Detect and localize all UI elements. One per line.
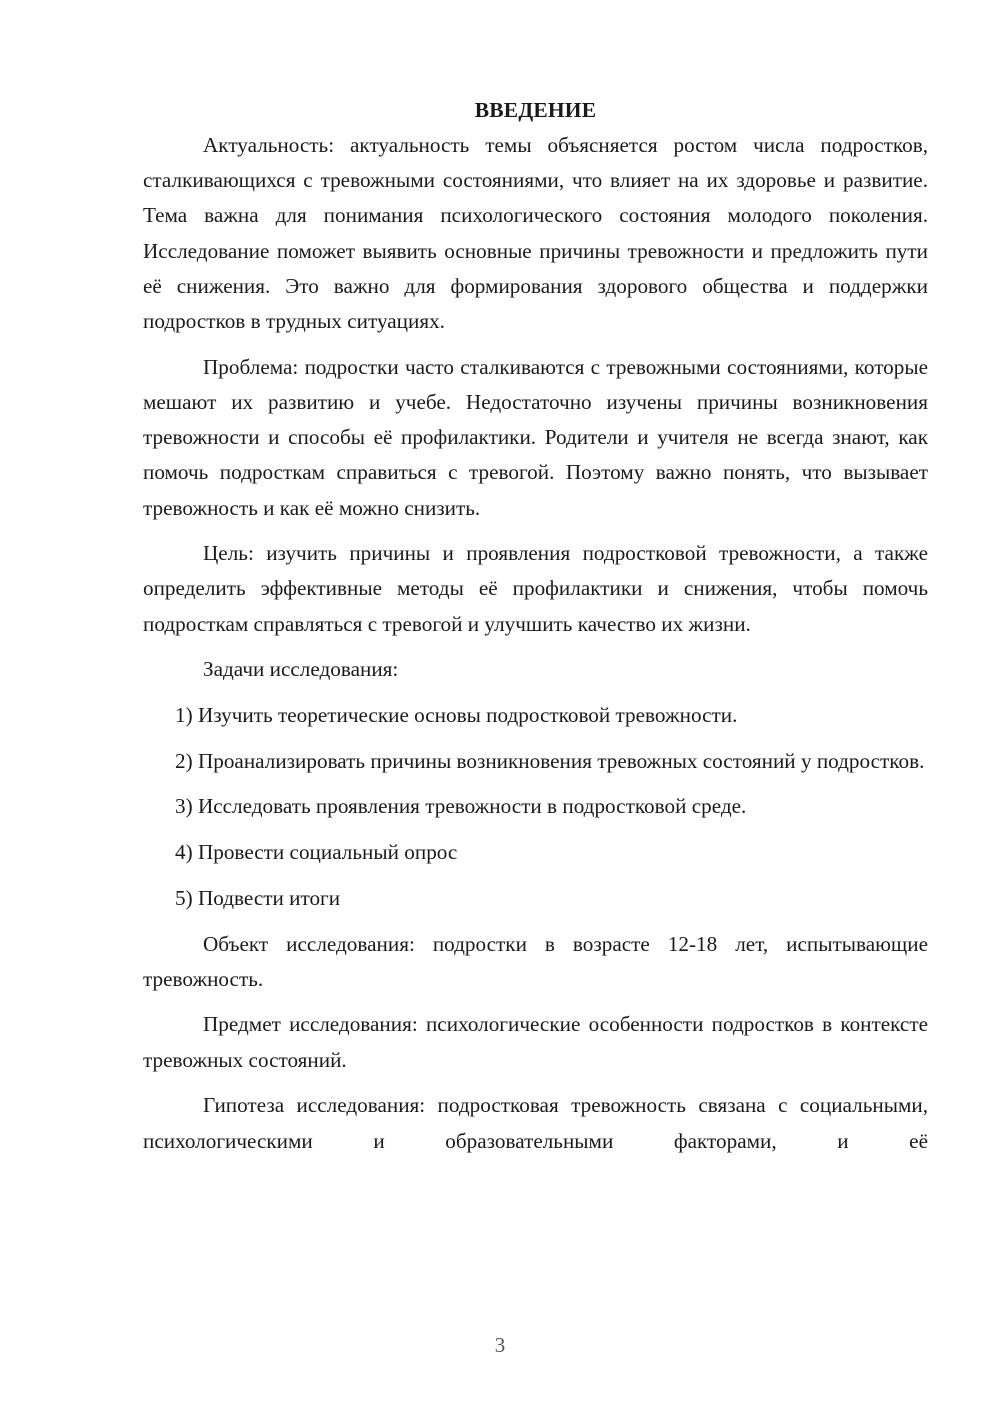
paragraph-problem: Проблема: подростки часто сталкиваются с тревожными состояниями, которые мешают их развитию и учебе. Недостаточно изучены причины возникновения тревожности и способы её профилактики. Родители и учителя не всегда знают, как помочь подросткам справиться с тревогой. Поэтому важно понять, что вызывает тревожность и как её можно снизить. [143,354,928,520]
paragraph-hypothesis: Гипотеза исследования: подростковая тревожность связана с социальными, психологическими и образовательными факторами, и её [143,1093,928,1153]
task-item-2: 2) Проанализировать причины возникновения тревожных состояний у подростков. [175,748,925,773]
paragraph-relevance: Актуальность: актуальность темы объясняется ростом числа подростков, сталкивающихся с тревожными состояниями, что влияет на их здоровье и развитие. Тема важна для понимания психологического состояния молодого поколения. Исследование поможет выявить основные причины тревожности и предложить пути её снижения. Это важно для формирования здорового общества и поддержки подростков в трудных ситуациях. [143,133,928,334]
section-title: ВВЕДЕНИЕ [474,98,597,122]
task-item-5: 5) Подвести итоги [175,885,341,910]
page-number: 3 [494,1333,506,1357]
paragraph-subject: Предмет исследования: психологические особенности подростков в контексте тревожных состояний. [143,1012,928,1072]
task-item-1: 1) Изучить теоретические основы подростковой тревожности. [175,703,738,728]
task-item-4: 4) Провести социальный опрос [175,840,458,865]
paragraph-goal: Цель: изучить причины и проявления подростковой тревожности, а также определить эффективные методы её профилактики и снижения, чтобы помочь подросткам справляться с тревогой и улучшить качество их жизни. [143,541,928,636]
document-page [143,93,928,1169]
task-item-3: 3) Исследовать проявления тревожности в подростковой среде. [175,794,747,819]
tasks-heading: Задачи исследования: [203,657,399,682]
paragraph-object: Объект исследования: подростки в возрасте 12-18 лет, испытывающие тревожность. [143,931,928,991]
